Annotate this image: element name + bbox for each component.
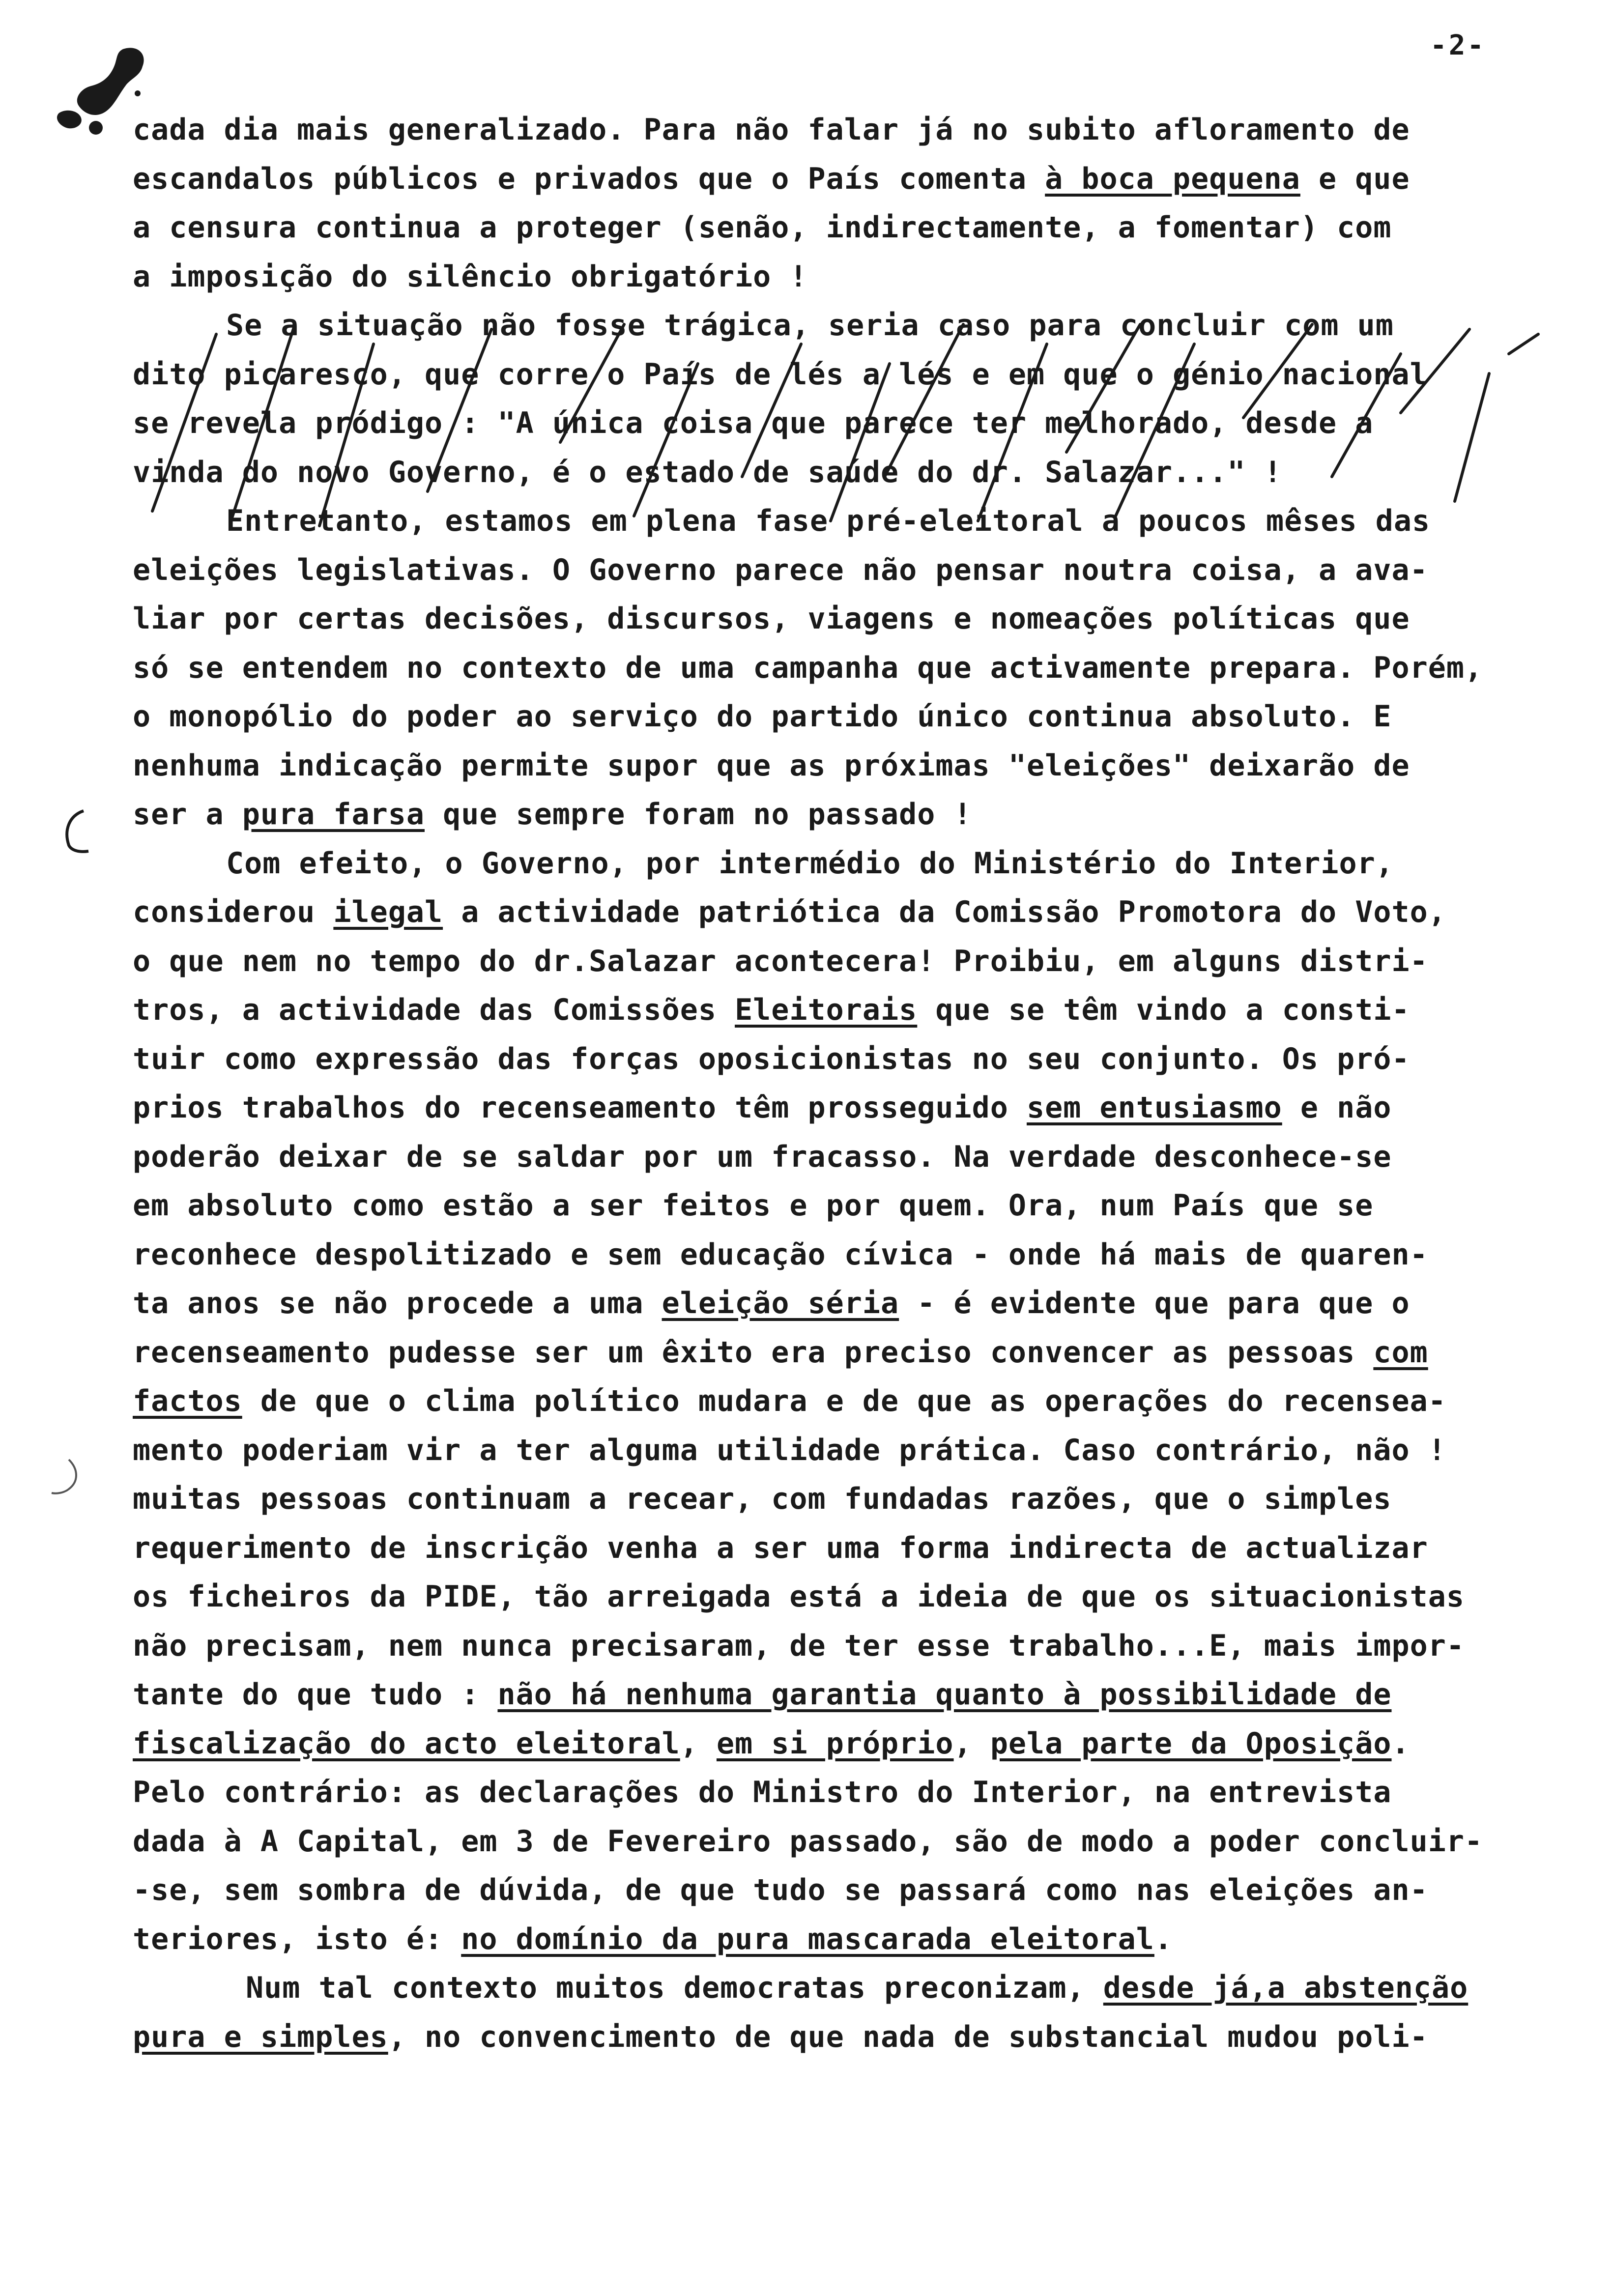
text-run: se revela pródigo : "A única coisa que parece ter melhorado, desde a xyxy=(133,406,1374,440)
underlined-phrase: pela parte da Oposição xyxy=(990,1726,1392,1761)
text-run: tante do que tudo : xyxy=(133,1677,498,1712)
text-line xyxy=(133,1524,1558,1573)
text-run: recenseamento pudesse ser um êxito era preciso convencer as pessoas xyxy=(133,1335,1374,1370)
text-run: poderão deixar de se saldar por um fracasso. Na verdade desconhece-se xyxy=(133,1139,1392,1174)
text-line xyxy=(133,1035,1558,1084)
text-line xyxy=(133,399,1558,448)
text-line xyxy=(133,1670,1558,1720)
underlined-phrase: ilegal xyxy=(333,895,443,929)
text-run: nenhuma indicação permite supor que as próximas "eleições" deixarão de xyxy=(133,748,1410,783)
text-line xyxy=(133,1181,1558,1231)
text-line xyxy=(133,155,1558,204)
text-line xyxy=(133,1866,1558,1915)
underlined-phrase: com xyxy=(1373,1335,1428,1370)
text-run: eleições legislativas. O Governo parece não pensar noutra coisa, a ava- xyxy=(133,552,1428,587)
text-run: - é evidente que para que o xyxy=(899,1286,1410,1320)
text-line xyxy=(133,1426,1558,1475)
text-run: em absoluto como estão a ser feitos e por quem. Ora, num País que se xyxy=(133,1188,1374,1223)
underlined-phrase: pura farsa xyxy=(242,797,425,832)
underlined-phrase: Eleitorais xyxy=(735,993,918,1027)
text-run: teriores, isto é: xyxy=(133,1922,461,1956)
text-run: Num tal contexto muitos democratas preconizam, xyxy=(246,1971,1103,2005)
text-run: muitas pessoas continuam a recear, com fundadas razões, que o simples xyxy=(133,1482,1392,1516)
text-run: ser a xyxy=(133,797,242,832)
text-run: escandalos públicos e privados que o País comenta xyxy=(133,161,1045,196)
text-run: os ficheiros da PIDE, tão arreigada está a ideia de que os situacionistas xyxy=(133,1579,1465,1614)
text-run: e não xyxy=(1282,1091,1392,1125)
text-run: prios trabalhos do recenseamento têm prosseguido xyxy=(133,1091,1027,1125)
text-run: liar por certas decisões, discursos, viagens e nomeações políticas que xyxy=(133,602,1410,636)
text-line xyxy=(133,1084,1558,1133)
text-run: a imposição do silêncio obrigatório ! xyxy=(133,259,808,294)
underlined-phrase: em si próprio xyxy=(716,1726,954,1761)
text-line xyxy=(133,1133,1558,1182)
text-run: a censura continua a proteger (senão, indirectamente, a fomentar) com xyxy=(133,210,1392,245)
text-line xyxy=(133,1720,1558,1769)
underlined-phrase: eleição séria xyxy=(662,1286,899,1320)
text-line xyxy=(133,644,1558,693)
text-line xyxy=(133,497,1558,546)
text-line xyxy=(133,1231,1558,1280)
text-line xyxy=(133,301,1558,350)
text-run: cada dia mais generalizado. Para não falar já no subito afloramento de xyxy=(133,113,1410,147)
text-run: dito picaresco, que corre o País de lés a lés e em que o génio nacional xyxy=(133,357,1428,392)
text-line xyxy=(133,1475,1558,1524)
text-line xyxy=(133,1573,1558,1622)
text-run: . xyxy=(1391,1726,1410,1761)
text-run: Com efeito, o Governo, por intermédio do Ministério do Interior, xyxy=(226,846,1394,881)
text-run: de que o clima político mudara e de que as operações do recensea- xyxy=(242,1384,1446,1418)
text-line xyxy=(133,790,1558,839)
text-run: e que xyxy=(1300,161,1410,196)
text-run: -se, sem sombra de dúvida, de que tudo se passará como nas eleições an- xyxy=(133,1873,1428,1907)
text-line xyxy=(133,203,1558,253)
text-run: reconhece despolitizado e sem educação cívica - onde há mais de quaren- xyxy=(133,1237,1428,1272)
underlined-phrase: pura e simples xyxy=(133,2019,388,2054)
text-run: não precisam, nem nunca precisaram, de ter esse trabalho...E, mais impor- xyxy=(133,1628,1465,1663)
underlined-phrase: factos xyxy=(133,1384,242,1418)
text-run: Pelo contrário: as declarações do Ministro do Interior, na entrevista xyxy=(133,1775,1392,1809)
body-text xyxy=(133,106,1558,2062)
text-run: tuir como expressão das forças oposicionistas no seu conjunto. Os pró- xyxy=(133,1041,1410,1076)
text-line xyxy=(133,253,1558,302)
text-line xyxy=(133,742,1558,791)
text-line xyxy=(133,106,1558,155)
underlined-phrase: no domínio da pura mascarada eleitoral xyxy=(461,1922,1154,1956)
text-run: dada à A Capital, em 3 de Fevereiro passado, são de modo a poder concluir- xyxy=(133,1824,1483,1859)
text-run: mento poderiam vir a ter alguma utilidade prática. Caso contrário, não ! xyxy=(133,1433,1446,1467)
text-run: a actividade patriótica da Comissão Promotora do Voto, xyxy=(443,895,1446,929)
text-line xyxy=(133,448,1558,497)
text-run: o que nem no tempo do dr.Salazar acontecera! Proibiu, em alguns distri- xyxy=(133,944,1428,978)
text-line xyxy=(133,1377,1558,1426)
underlined-phrase: não há nenhuma garantia quanto à possibilidade de xyxy=(497,1677,1392,1712)
text-line xyxy=(133,692,1558,742)
text-line xyxy=(133,839,1558,889)
margin-bracket-mark xyxy=(49,806,93,855)
text-run: requerimento de inscrição venha a ser uma forma indirecta de actualizar xyxy=(133,1530,1428,1565)
text-line xyxy=(133,986,1558,1035)
text-line xyxy=(133,350,1558,400)
text-line xyxy=(133,1964,1558,2013)
text-run: considerou xyxy=(133,895,334,929)
underlined-phrase: sem entusiasmo xyxy=(1027,1091,1282,1125)
text-line xyxy=(133,546,1558,595)
text-line xyxy=(133,1328,1558,1378)
underlined-phrase: desde já,a abstenção xyxy=(1103,1971,1468,2005)
text-run: vinda do novo Governo, é o estado de saúde do dr. Salazar..." ! xyxy=(133,455,1282,489)
text-run: o monopólio do poder ao serviço do partido único continua absoluto. E xyxy=(133,699,1392,734)
text-run: , xyxy=(680,1726,717,1761)
text-line xyxy=(133,1817,1558,1866)
text-run: só se entendem no contexto de uma campanha que activamente prepara. Porém, xyxy=(133,650,1483,685)
text-line xyxy=(133,1915,1558,1964)
text-run: , xyxy=(953,1726,990,1761)
underlined-phrase: à boca pequena xyxy=(1045,161,1300,196)
text-line xyxy=(133,937,1558,986)
page-number: -2- xyxy=(1430,29,1486,61)
underlined-phrase: fiscalização do acto eleitoral xyxy=(133,1726,680,1761)
text-run: ta anos se não procede a uma xyxy=(133,1286,662,1320)
text-line xyxy=(133,1622,1558,1671)
text-run: que se têm vindo a consti- xyxy=(917,993,1410,1027)
text-run: Se a situação não fosse trágica, seria caso para concluir com um xyxy=(226,308,1394,343)
text-run: . xyxy=(1154,1922,1173,1956)
text-run: tros, a actividade das Comissões xyxy=(133,993,735,1027)
margin-curve-mark xyxy=(49,1455,93,1504)
text-line xyxy=(133,1279,1558,1328)
text-run: , no convencimento de que nada de substancial mudou poli- xyxy=(388,2019,1428,2054)
text-line xyxy=(133,888,1558,937)
text-line xyxy=(133,2013,1558,2062)
text-line xyxy=(133,1768,1558,1817)
text-run: Entretanto, estamos em plena fase pré-eleitoral a poucos mêses das xyxy=(226,504,1431,538)
text-run: que sempre foram no passado ! xyxy=(424,797,972,832)
text-line xyxy=(133,595,1558,644)
